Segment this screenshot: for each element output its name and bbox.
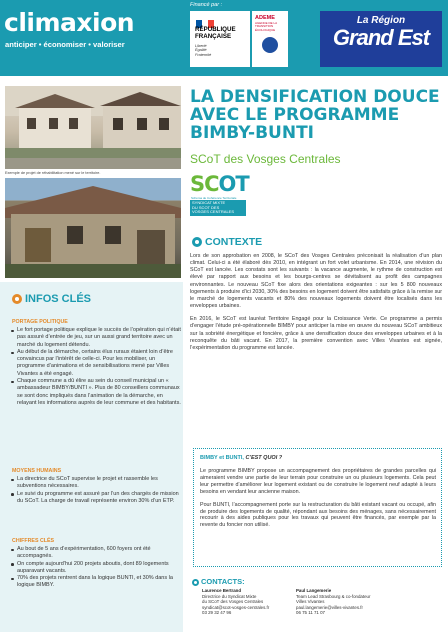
list-item: 70% des projets rentrent dans la logique BUNTI, et 30% dans la logique BIMBY. — [17, 575, 183, 590]
bimby-bunti-box — [193, 448, 442, 567]
list-item: Au début de la démarche, certains élus ruraux étaient loin d’être convaincus par l’intérêt de celle-ci. Pour les mobiliser, un programme d’animations et de sensibilisations mené par Villes Vivantes a été engagé. — [17, 349, 183, 378]
contexte-text — [190, 253, 442, 358]
stone-house-image — [5, 178, 181, 278]
portage-politique-list — [10, 327, 183, 407]
village-street-photo — [5, 86, 181, 169]
infos-cles-heading: INFOS CLÉS — [12, 293, 91, 305]
french-flag-icon — [196, 15, 214, 23]
scot-wordmark: SCOT — [190, 172, 249, 196]
brand-tagline: anticiper • économiser • valoriser — [5, 40, 125, 49]
list-item: La directrice du SCoT supervise le projet et rassemble les subventions nécessaires. — [17, 476, 183, 491]
contact-card: Paul Langemerie Team Lead Strasbourg & co-fondateur Villes Vivantes paul.langemerie@villes-vivantes.fr 06 75 11 71 07 — [296, 588, 371, 615]
contexte-heading: CONTEXTE — [192, 236, 262, 248]
target-icon — [192, 579, 199, 586]
stone-house-photo — [5, 178, 181, 278]
republique-francaise-logo — [190, 11, 250, 67]
contact-email-link[interactable]: syndicat@scot-vosges-centrales.fr — [202, 604, 270, 610]
bimby-paragraph: Le programme BIMBY propose un accompagnement des propriétaires de grandes parcelles qui aimeraient vendre une partie de leur terrain pour construire un ou plusieurs logements. Cela peut leur permettre d’améliorer leur logement existant ou de construire le logement neuf adapté à leurs besoins en vendant leur ancienne maison. — [200, 468, 436, 495]
ademe-emblem-icon — [262, 37, 278, 53]
moyens-humains-heading: MOYENS HUMAINS — [12, 468, 62, 474]
header-banner — [0, 0, 448, 76]
scot-logo — [190, 172, 254, 224]
contacts-heading: CONTACTS: — [192, 577, 245, 586]
infos-cles-panel — [0, 282, 183, 632]
republique-motto: Liberté Égalité Fraternité — [195, 44, 212, 57]
list-item: Au bout de 5 ans d’expérimentation, 600 foyers ont été accompagnés. — [17, 546, 183, 561]
moyens-humains-list — [10, 476, 183, 505]
republique-name: RÉPUBLIQUE FRANÇAISE — [195, 26, 236, 40]
list-item: Le fort portage politique explique le succès de l’opération qui n’était pas assuré d’entrée de jeu, sur un aussi grand territoire avec un marché du logement détendu. — [17, 327, 183, 349]
financed-by-label: Financé par : — [190, 2, 223, 8]
ademe-logo: ADEME AGENCE DE LA TRANSITION ÉCOLOGIQUE — [252, 11, 288, 67]
chiffres-cles-list — [10, 546, 183, 590]
target-icon — [192, 237, 202, 247]
list-item: On compte aujourd’hui 200 projets aboutis, dont 89 logements auparavant vacants. — [17, 561, 183, 576]
village-street-image — [5, 86, 181, 169]
page-subtitle: SCoT des Vosges Centrales — [190, 152, 341, 166]
portage-politique-heading: PORTAGE POLITIQUE — [12, 319, 68, 325]
bimby-paragraph: Pour BUNTI, l’accompagnement porte sur la restructuration du bâti existant vacant ou occupé, afin de produire des logements de qualité, répondant aux besoins des ménages, sans nécessairement recourir à des aides publiques pour les travaux qui peuvent être financés, par exemple par la revente du foncier non utilisé. — [200, 501, 436, 529]
bimby-text — [200, 468, 436, 535]
contact-card: Laurence Bertrand Directrice du Syndicat Mixte du SCoT des Vosges Centrales syndicat@scot-vosges-centrales.fr 03 29 32 47 96 — [202, 588, 270, 615]
contexte-paragraph: Lors de son approbation en 2008, le SCoT des Vosges Centrales préconisait la réalisation d’un plan climat. Celui-ci a été élaboré dès 2010, en intégrant un fort volet urbanisme. En 2014, une révision du SCoT est lancée. Les constats sont les suivants : la vacance augmente, le rythme de construction est élevé par rapport aux besoins et les bourgs-centres se dévitalisent au profit des campagnes environnantes. Le nouveau SCoT fixe alors des orientations exigeantes : sur les 5 800 nouveaux logements à produire d’ici 2030, 30% des besoins en logement doivent être satisfaits grâce à la remise sur le marché de logements vacants et 80% des nouveaux logements doivent être localisés dans les enveloppes urbaines. — [190, 253, 442, 310]
bimby-heading: BIMBY et BUNTI, C’EST QUOI ? — [200, 455, 283, 461]
target-icon — [12, 294, 22, 304]
contexte-paragraph: En 2016, le SCoT est lauréat Territoire Engagé pour la Croissance Verte. Ce programme a permis d’engager l’étude pré-opérationnelle BIMBY pour anticiper la mise en œuvre du nouveau SCoT ambitieux sur la sobriété énergétique et foncière, grâce à une densification douce des enveloppes urbaines et à la reconquête du bâti vacant. En 2017, la première convention avec Villes Vivantes est signée, l’expérimentation du programme est lancée. — [190, 316, 442, 351]
contact-email-link[interactable]: paul.langemerie@villes-vivantes.fr — [296, 604, 363, 610]
list-item: Le suivi du programme est assuré par l’un des chargés de mission du SCoT. La charge de travail représente environ 30% d’un ETP. — [17, 491, 183, 506]
scot-syndicat-box: SYNDICAT MIXTE DU SCOT DES VOSGES CENTRALES — [190, 200, 246, 216]
climaxion-logo: climaxion — [4, 8, 135, 37]
photo-caption: Exemple de projet de réhabilitation mené sur le territoire. — [5, 171, 101, 175]
scot-subtitle: Schéma de Cohérence Territoriale — [191, 196, 237, 200]
list-item: Chaque commune a dû élire au sein du conseil municipal un « ambassadeur BIMBY/BUNTI ». Plus de 80 conseillers communaux se sont donc impliqués dans l’animation de la démarche, en relayant les informations auprès de leur commune et des habitants. — [17, 378, 183, 407]
region-grand-est-logo: La Région Grand Est — [320, 11, 442, 67]
chiffres-cles-heading: CHIFFRES CLÉS — [12, 538, 55, 544]
page-title: LA DENSIFICATION DOUCE AVEC LE PROGRAMME BIMBY-BUNTI — [190, 87, 440, 143]
